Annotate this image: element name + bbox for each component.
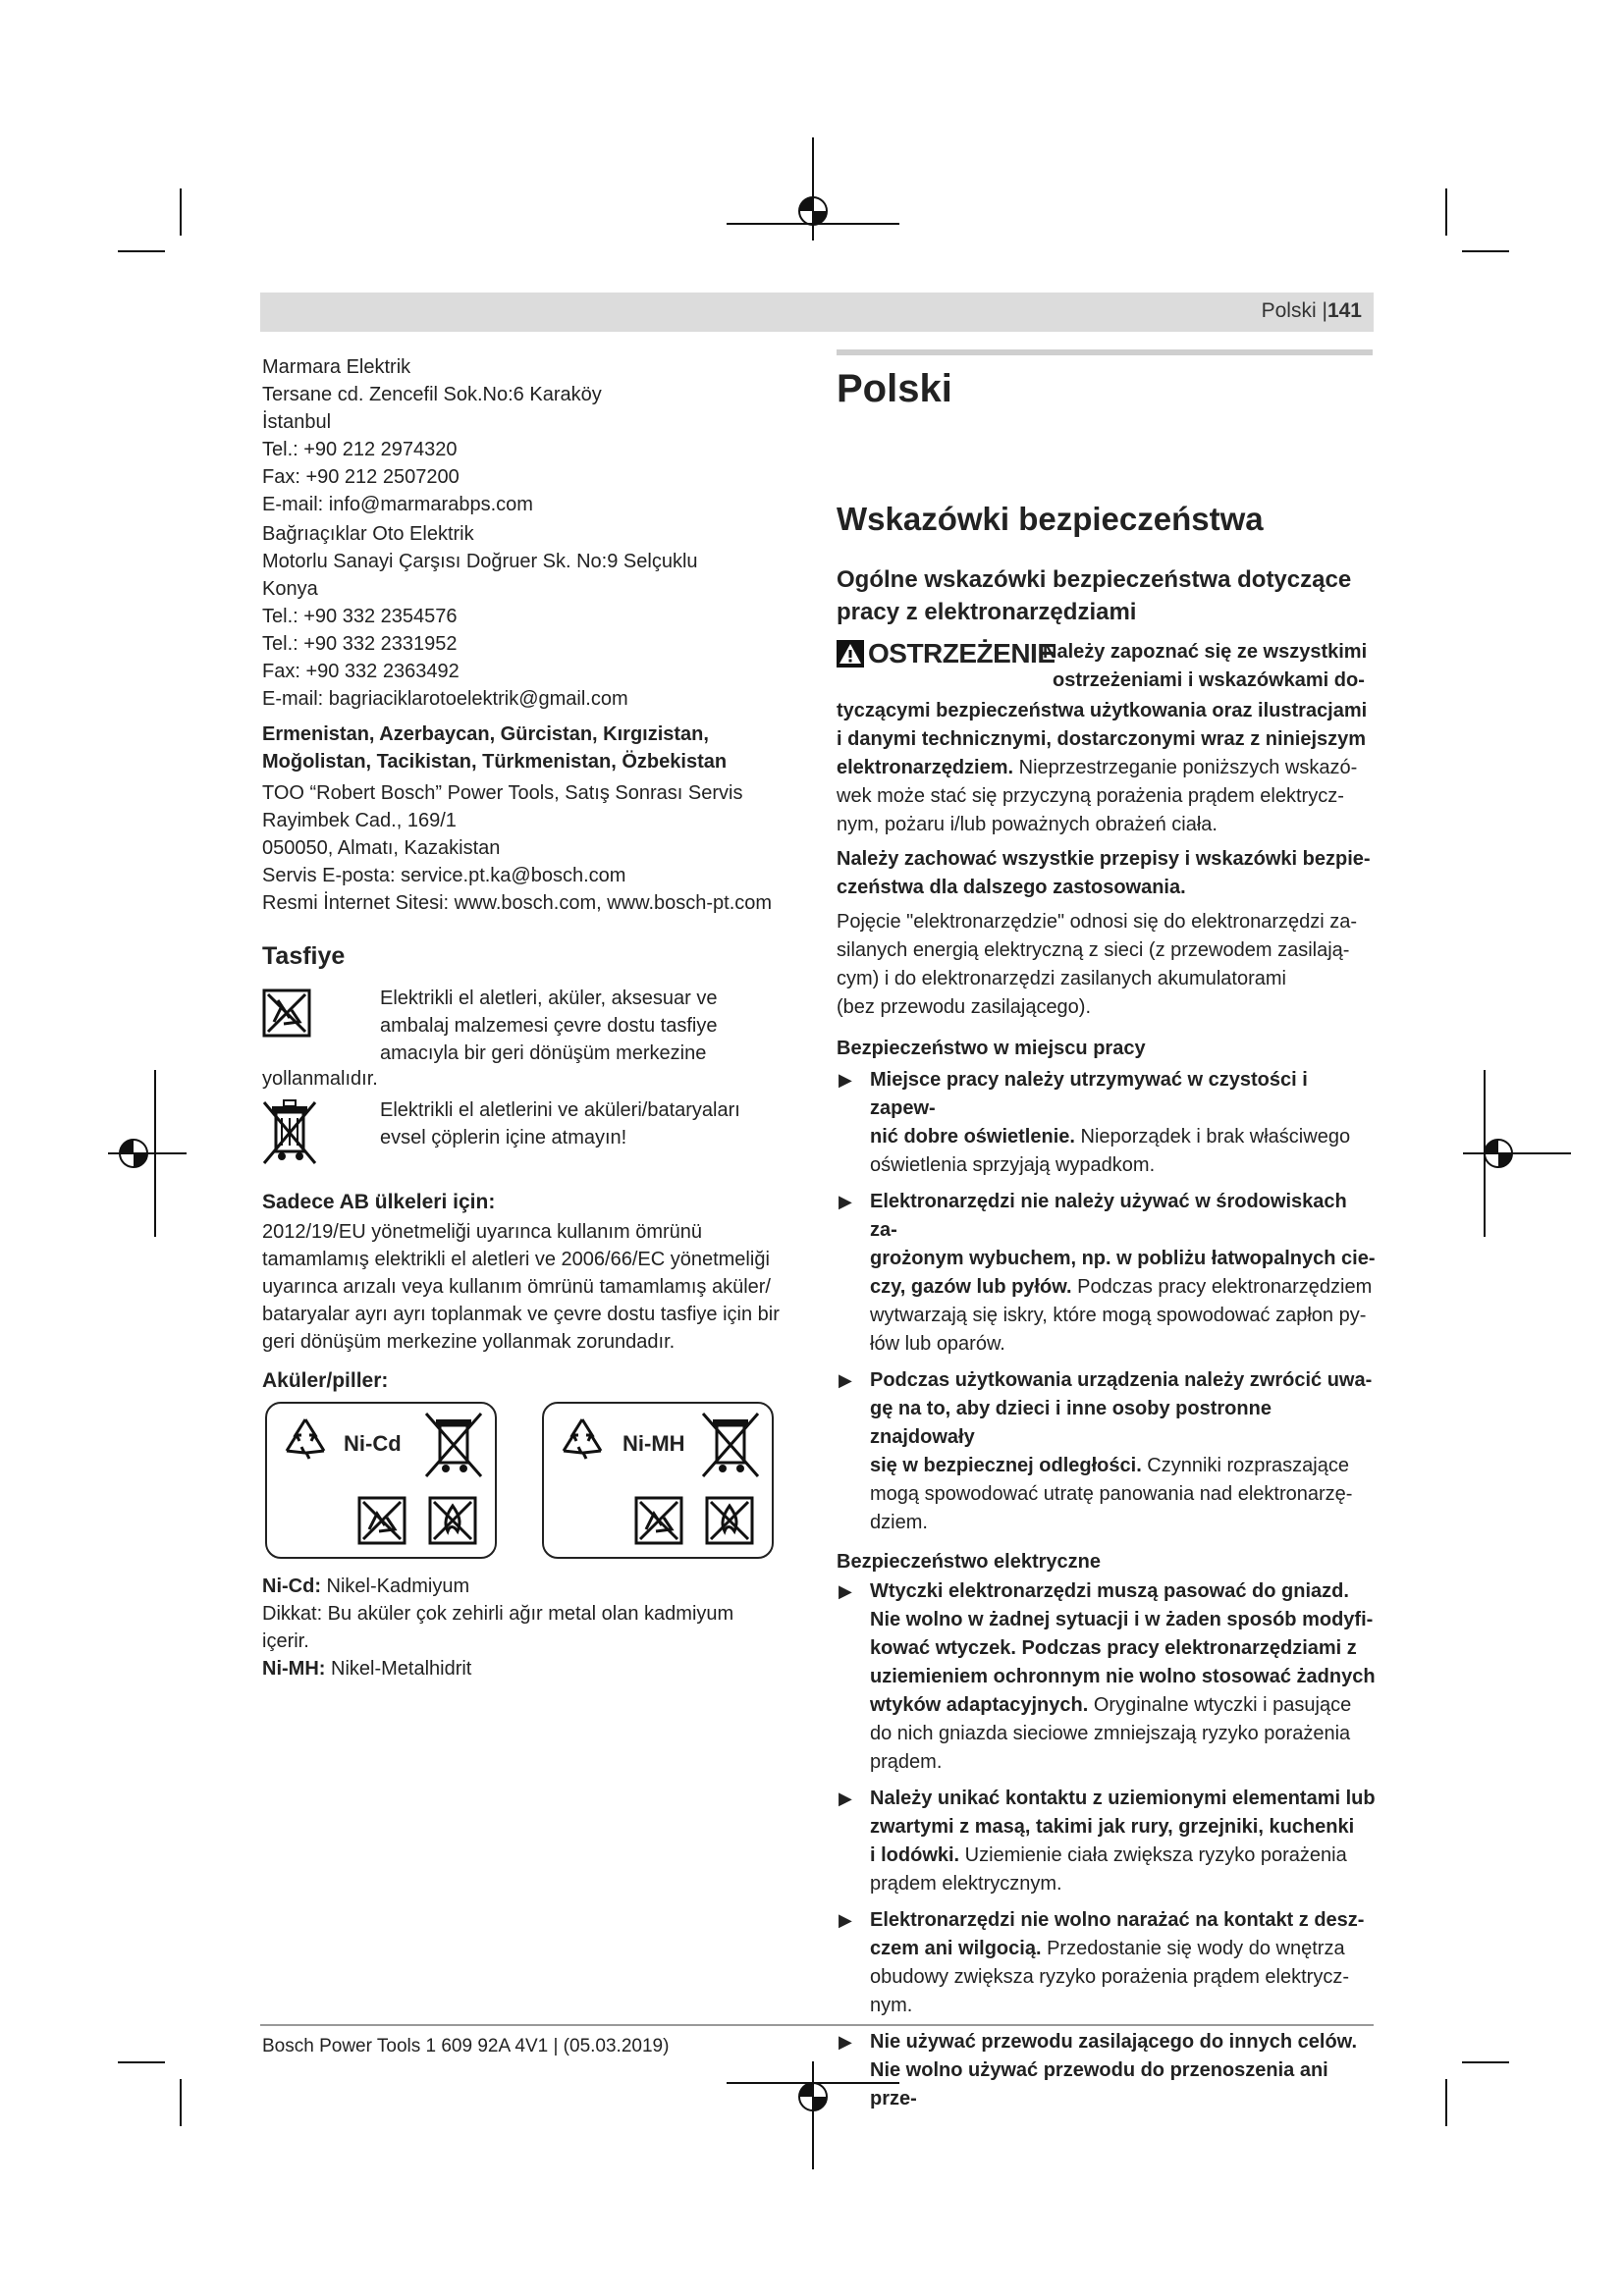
eu-title: Sadece AB ülkeleri için: [262,1191,496,1213]
contact-line: Resmi İnternet Sitesi: www.bosch.com, www.bosch-pt.com [262,892,773,914]
tasfiye-text-tail: yollanmalıdır. [262,1068,378,1090]
crop-mark [118,2061,165,2063]
no-fire-icon [705,1496,754,1545]
list-item-line [870,1935,1377,1963]
battery-type-label: Ni-Cd [344,1431,402,1456]
list-item-line: mogą spowodować utratę panowania nad elektronarzę- [870,1483,1353,1505]
battery-legend [262,1573,792,1682]
contact-line: E-mail: bagriaciklarotoelektrik@gmail.com [262,688,628,710]
list-item-bold: i lodówki. [870,1844,960,1866]
bullet-arrow-icon: ▶ [839,1910,852,1930]
header-separator: | [1322,299,1327,322]
list-item-line: nym. [870,1995,913,2016]
list-item-line: gę na to, aby dzieci i inne osoby postronne znajdowały [870,1398,1272,1448]
bullet-arrow-icon: ▶ [839,1581,852,1601]
contact-line: Tel.: +90 212 2974320 [262,439,458,460]
recycle-icon [279,1414,332,1467]
contact-line: Marmara Elektrik [262,356,411,378]
warning-text-rest: Nieprzestrzeganie poniższych wskazó- [1013,757,1358,778]
legend-key: Ni-Cd: [262,1575,321,1597]
keep-instructions-line: Należy zachować wszystkie przepisy i wskazówki bezpie- [837,848,1371,870]
list-item-line: zwartymi z masą, takimi jak rury, grzejniki, kuchenki [870,1816,1355,1838]
eu-text-line: bataryalar ayrı ayrı toplanmak ve çevre dostu tasfiye için bir [262,1304,780,1325]
region-heading-line: Moğolistan, Tacikistan, Türkmenistan, Özbekistan [262,751,728,773]
list-item-line: grożonym wybuchem, np. w pobliżu łatwopalnych cie- [870,1248,1376,1269]
crop-mark [1445,188,1447,236]
crop-mark [180,188,182,236]
subsection-title [837,563,1377,628]
definition-line: (bez przewodu zasilającego). [837,996,1092,1018]
electric-title: Bezpieczeństwo elektryczne [837,1551,1101,1573]
list-item-line: Miejsce pracy należy utrzymywać w czystości i zapew- [870,1069,1308,1119]
list-item-line: Nie wolno używać przewodu do przenoszenia ani prze- [870,2059,1328,2109]
list-item-rest: Podczas pracy elektronarzędziem [1071,1276,1373,1298]
list-item-rest: Nieporządek i brak właściwego [1074,1126,1351,1148]
footer-rule [260,2024,1374,2026]
warning-triangle-icon [837,640,864,667]
legend-key: Ni-MH: [262,1658,326,1680]
no-recycle-icon [357,1496,406,1545]
list-item-line: uziemieniem ochronnym nie wolno stosować żadnych [870,1666,1376,1687]
list-item-rest: Uziemienie ciała zwiększa ryzyko porażenia [959,1844,1347,1866]
region-heading-line: Ermenistan, Azerbaycan, Gürcistan, Kırgızistan, [262,723,709,745]
contact-line: Konya [262,578,318,600]
list-item-line [870,1452,1377,1480]
region-heading [262,721,792,775]
header-page-number: 141 [1326,299,1362,322]
bullet-arrow-icon: ▶ [839,1370,852,1390]
subsection-title-line: Ogólne wskazówki bezpieczeństwa dotyczące [837,566,1352,593]
tasfiye-text-line: Elektrikli el aletleri, aküler, aksesuar ve [380,988,718,1009]
crop-mark [1462,250,1509,252]
definition-line: Pojęcie "elektronarzędzie" odnosi się do elektronarzędzi za- [837,911,1358,933]
left-column [262,353,792,1393]
list-item-rest: Czynniki rozpraszające [1141,1455,1349,1476]
list-item-line: Elektronarzędzi nie należy używać w środowiskach za- [870,1191,1347,1241]
definition-line: cym) i do elektronarzędzi zasilanych akumulatorami [837,968,1286,989]
crossed-bin-icon [701,1410,760,1480]
list-item-line: prądem. [870,1751,943,1773]
contact-block-kazakhstan [262,779,792,917]
page-header [260,293,1374,332]
warning-text-line: wek może stać się przyczyną porażenia prądem elektrycz- [837,785,1344,807]
right-column [837,365,1377,2113]
crop-mark [1462,2061,1509,2063]
keep-instructions-line: czeństwa dla dalszego zastosowania. [837,877,1186,898]
contact-line: 050050, Almatı, Kazakistan [262,837,501,859]
section-title: Wskazówki bezpieczeństwa [837,501,1264,537]
legend-nimh [262,1655,792,1682]
contact-block-marmara [262,353,792,518]
list-item-bold: się w bezpiecznej odległości. [870,1455,1142,1476]
list-item [837,1906,1377,2020]
contact-line: Tersane cd. Zencefil Sok.No:6 Karaköy [262,384,602,405]
list-item [837,1577,1377,1777]
bullet-arrow-icon: ▶ [839,1070,852,1090]
warning-inline-line: Należy zapoznać się ze wszystkimi [1043,641,1368,663]
no-recycle-icon [634,1496,683,1545]
list-item-line: do nich gniazda sieciowe zmniejszają ryzyko porażenia [870,1723,1351,1744]
crossed-bin-icon [424,1410,483,1480]
tasfiye-text-line: ambalaj malzemesi çevre dostu tasfiye [380,1015,718,1037]
list-item-line: Elektronarzędzi nie wolno narażać na kontakt z desz- [870,1909,1365,1931]
eu-text-line: 2012/19/EU yönetmeliği uyarınca kullanım ömrünü [262,1221,703,1243]
recycle-icon [556,1414,609,1467]
list-item-line: Nie używać przewodu zasilającego do innych celów. [870,2031,1358,2053]
page-title: Polski [837,367,952,410]
legend-nicd [262,1573,792,1600]
tasfiye-text-line: Elektrikli el aletlerini ve aküleri/bataryaları [380,1099,740,1121]
list-item-line: oświetlenia sprzyjają wypadkom. [870,1154,1156,1176]
header-page-label [1262,299,1362,323]
list-item [837,1188,1377,1359]
contact-line: Bağrıaçıklar Oto Elektrik [262,523,474,545]
list-item-line: wytwarzają się iskry, które mogą spowodować zapłon py- [870,1305,1367,1326]
warning-text-bold: elektronarzędziem. [837,757,1014,778]
eu-text [262,1218,792,1356]
list-item-line: dziem. [870,1512,928,1533]
contact-block-bagriaciklar [262,520,792,713]
list-item-line: łów lub oparów. [870,1333,1005,1355]
contact-line: TOO “Robert Bosch” Power Tools, Satış Sonrası Servis [262,782,743,804]
list-item-line: Podczas użytkowania urządzenia należy zwrócić uwa- [870,1369,1373,1391]
list-item [837,1366,1377,1537]
registration-mark-left [69,1070,187,1237]
list-item-line: Wtyczki elektronarzędzi muszą pasować do gniazd. [870,1580,1349,1602]
crop-mark [118,250,165,252]
tasfiye-recycle-block [262,985,792,1069]
list-item-line: prądem elektrycznym. [870,1873,1062,1895]
warning-label [837,638,1056,669]
list-item-bold: wtyków adaptacyjnych. [870,1694,1089,1716]
header-language: Polski [1261,299,1317,322]
legend-value: Nikel-Kadmiyum [320,1575,470,1597]
list-item-rest: Przedostanie się wody do wnętrza [1041,1938,1345,1959]
contact-line: Tel.: +90 332 2331952 [262,633,458,655]
crop-mark [1445,2079,1447,2126]
definition-line: silanych energią elektryczną z sieci (z przewodem zasilają- [837,939,1350,961]
list-item-bold: czy, gazów lub pyłów. [870,1276,1072,1298]
eu-text-line: uyarınca arızalı veya kullanım ömrünü tamamlamış aküler/ [262,1276,771,1298]
no-fire-icon [428,1496,477,1545]
list-item [837,1066,1377,1180]
warning-text-line: i danymi technicznymi, dostarczonymi wraz z niniejszym [837,728,1367,750]
workplace-title: Bezpieczeństwo w miejscu pracy [837,1038,1146,1059]
tasfiye-title: Tasfiye [262,942,346,970]
list-item-line [870,1123,1377,1151]
no-trash-recycle-icon [262,988,311,1038]
contact-line: E-mail: info@marmarabps.com [262,494,533,515]
legend-warning-line: Dikkat: Bu aküler çok zehirli ağır metal olan kadmiyum [262,1603,734,1625]
contact-line: Fax: +90 332 2363492 [262,661,460,682]
list-item-line: kować wtyczek. Podczas pracy elektronarzędziami z [870,1637,1357,1659]
battery-type-label: Ni-MH [623,1431,685,1456]
list-item-line: Nie wolno w żadnej sytuacji i w żaden sposób modyfi- [870,1609,1374,1630]
bullet-arrow-icon: ▶ [839,1192,852,1211]
eu-text-line: geri dönüşüm merkezine yollanmak zorundadır. [262,1331,676,1353]
legend-warning-line: içerir. [262,1630,309,1652]
list-item-line [870,1691,1377,1720]
crop-mark [180,2079,182,2126]
warning-text-line: tyczącymi bezpieczeństwa użytkowania oraz ilustracjami [837,700,1368,721]
tasfiye-text-line: evsel çöplerin içine atmayın! [380,1127,627,1148]
contact-line: Fax: +90 212 2507200 [262,466,460,488]
subsection-title-line: pracy z elektronarzędziami [837,599,1137,625]
registration-mark-right [1463,1070,1571,1237]
list-item-bold: czem ani wilgocią. [870,1938,1042,1959]
eu-text-line: tamamlamış elektrikli el aletleri ve 2006/66/EC yönetmeliği [262,1249,770,1270]
contact-line: Servis E-posta: service.pt.ka@bosch.com [262,865,626,886]
warning-text-line: nym, pożaru i/lub poważnych obrażeń ciała. [837,814,1218,835]
contact-line: Rayimbek Cad., 169/1 [262,810,457,831]
warning-word: OSTRZEŻENIE [868,638,1056,668]
warning-inline-line: ostrzeżeniami i wskazówkami do- [1053,669,1365,691]
contact-line: Motorlu Sanayi Çarşısı Doğruer Sk. No:9 Selçuklu [262,551,698,572]
registration-mark-top [727,137,899,294]
tasfiye-bin-block [262,1096,792,1179]
list-item-line: Należy unikać kontaktu z uziemionymi elementami lub [870,1788,1376,1809]
warning-text-line [837,754,1377,782]
batteries-title: Aküler/piller: [262,1369,389,1392]
warning-block [837,638,1377,697]
list-item-bold: nić dobre oświetlenie. [870,1126,1075,1148]
bullet-arrow-icon: ▶ [839,1789,852,1808]
battery-symbol-nimh [542,1402,774,1559]
footer-text: Bosch Power Tools 1 609 92A 4V1 | (05.03.2019) [262,2036,670,2056]
list-item-line [870,1842,1377,1870]
contact-line: İstanbul [262,411,332,433]
crossed-bin-icon [262,1096,317,1169]
contact-line: Tel.: +90 332 2354576 [262,606,458,627]
battery-symbol-nicd [265,1402,497,1559]
list-item [837,1785,1377,1898]
list-item-line: obudowy zwiększa ryzyko porażenia prądem elektrycz- [870,1966,1349,1988]
list-item-line [870,1273,1377,1302]
list-item [837,2028,1377,2113]
title-rule [837,349,1373,355]
list-item-rest: Oryginalne wtyczki i pasujące [1088,1694,1352,1716]
legend-value: Nikel-Metalhidrit [325,1658,472,1680]
tasfiye-text-line: amacıyla bir geri dönüşüm merkezine [380,1042,707,1064]
bullet-arrow-icon: ▶ [839,2032,852,2052]
